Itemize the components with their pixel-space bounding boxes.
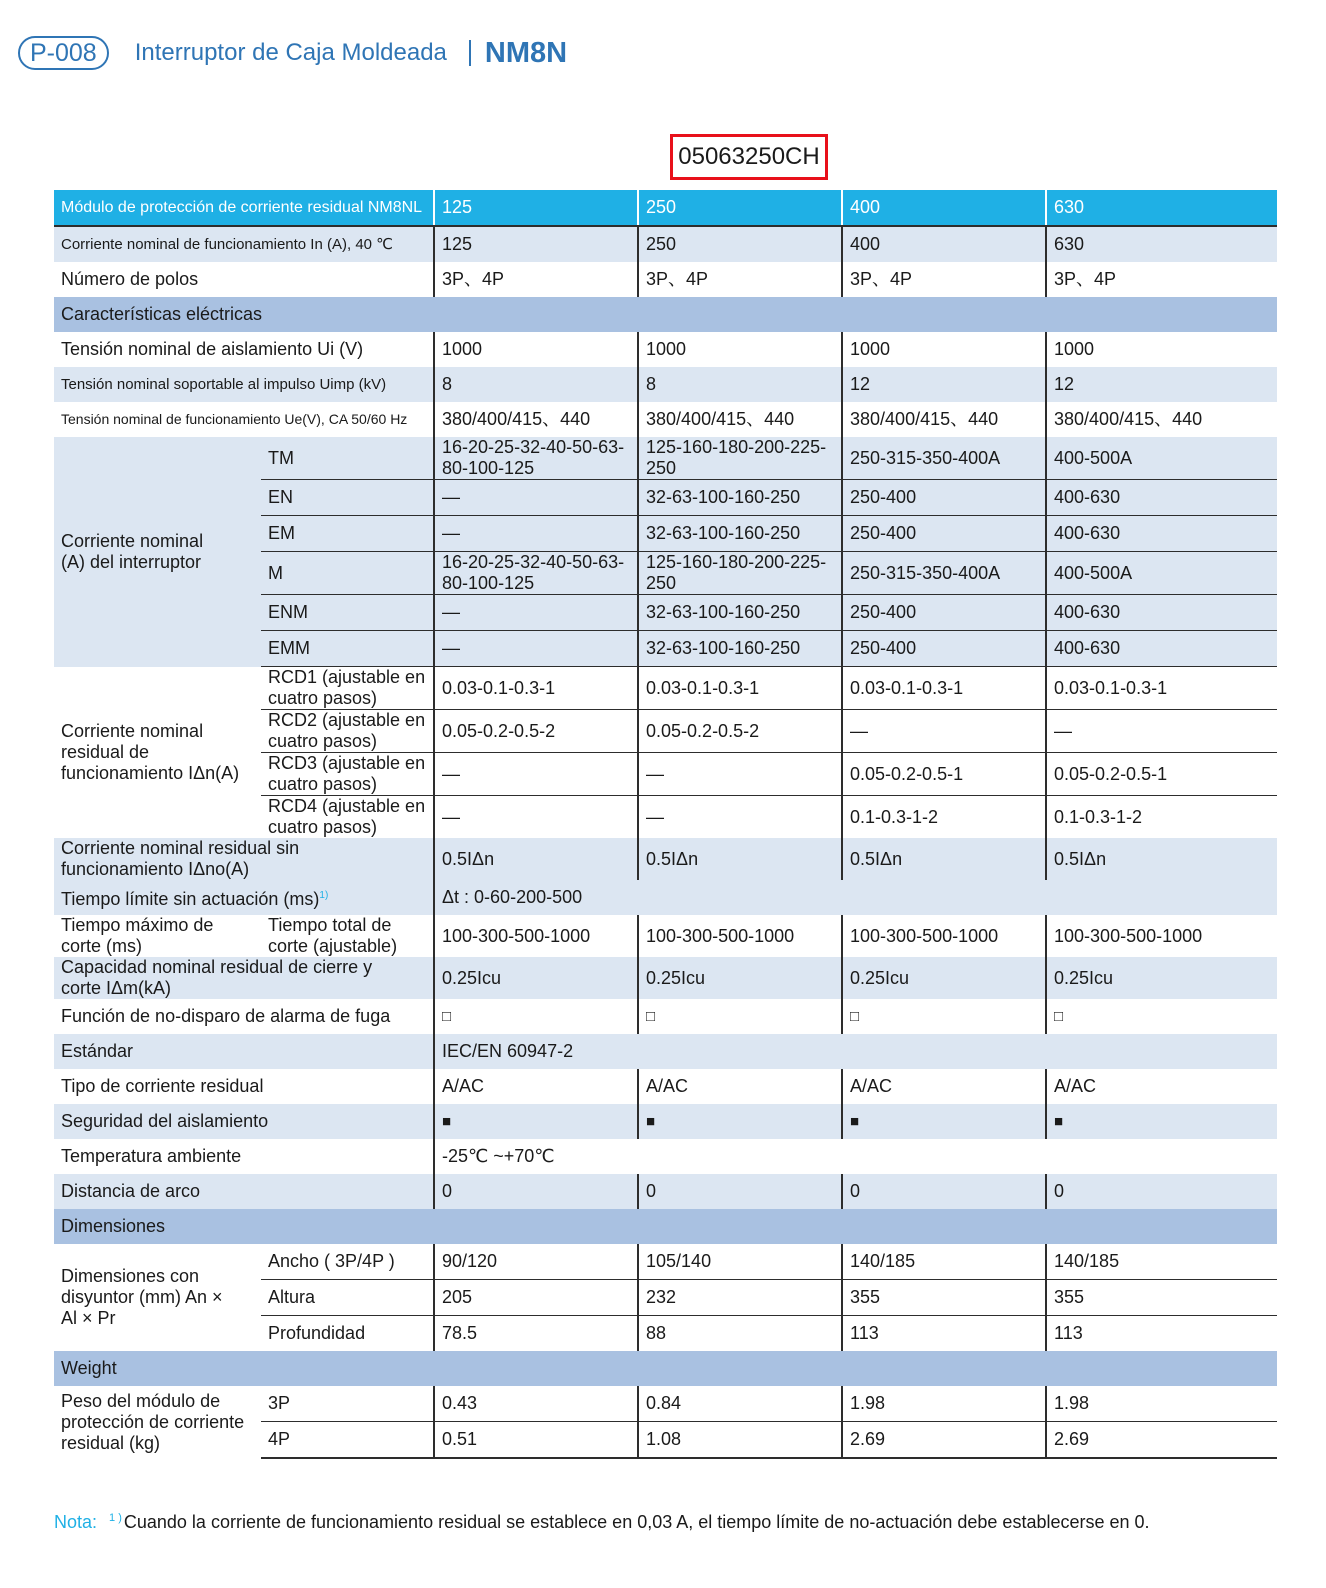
- table-row: [54, 999, 1277, 1034]
- table-cell: 400-500A: [1046, 552, 1277, 595]
- table-cell: 0.05-0.2-0.5-2: [434, 710, 638, 753]
- table-cell: 8: [434, 367, 638, 402]
- table-row: [54, 880, 1277, 915]
- sub-label: Profundidad: [268, 1323, 366, 1343]
- table-cell: 1.08: [638, 1422, 842, 1459]
- table-cell: 0.84: [638, 1386, 842, 1422]
- table-cell: 12: [842, 367, 1046, 402]
- sub-label: 3P: [261, 1386, 434, 1422]
- table-cell: 250-315-350-400A: [842, 552, 1046, 595]
- row-label: Seguridad del aislamiento: [54, 1104, 434, 1139]
- note-label: Nota:: [54, 1512, 98, 1532]
- table-cell: 0.05-0.2-0.5-2: [638, 710, 842, 753]
- table-cell: 0.03-0.1-0.3-1: [1046, 667, 1277, 710]
- table-cell: A/AC: [638, 1069, 842, 1104]
- sub-label: 4P: [261, 1422, 434, 1459]
- table-cell: 32-63-100-160-250: [638, 480, 842, 516]
- table-row: [54, 1104, 1277, 1139]
- row-label: Tiempo máximo de corte (ms): [61, 915, 214, 956]
- sub-label: RCD2 (ajustable en cuatro pasos): [261, 710, 434, 753]
- table-cell: 100-300-500-1000: [842, 915, 1046, 957]
- table-cell: 1000: [1046, 332, 1277, 367]
- table-cell: 32-63-100-160-250: [638, 595, 842, 631]
- sub-label: RCD4 (ajustable en cuatro pasos): [268, 796, 426, 837]
- sub-label: EM: [261, 516, 434, 552]
- checkbox-empty-icon: □: [434, 999, 638, 1034]
- row-label: Corriente nominal de funcionamiento In (A), 40 ℃: [54, 226, 434, 262]
- section-row: [54, 297, 1277, 332]
- filled-square-icon: ■: [434, 1104, 638, 1139]
- table-cell: 125-160-180-200-225-250: [638, 552, 842, 595]
- table-cell: 12: [1046, 367, 1277, 402]
- column-header: 400: [842, 190, 1046, 226]
- checkbox-empty-icon: □: [1046, 999, 1277, 1034]
- table-cell: 630: [1046, 226, 1277, 262]
- table-cell: 3P、4P: [1046, 262, 1277, 297]
- row-label: Número de polos: [61, 269, 199, 289]
- table-cell: 1000: [842, 332, 1046, 367]
- table-header-row: [54, 190, 1277, 226]
- table-cell: A/AC: [434, 1069, 638, 1104]
- filled-square-icon: ■: [638, 1104, 842, 1139]
- row-label: Capacidad nominal residual de cierre y corte IΔm(kA): [54, 957, 434, 999]
- table-cell: 8: [638, 367, 842, 402]
- table-cell: 105/140: [638, 1244, 842, 1280]
- spec-table: [54, 190, 1277, 1459]
- table-cell: 16-20-25-32-40-50-63-80-100-125: [434, 552, 638, 595]
- row-label: Corriente nominal residual sin funcionamiento IΔno(A): [54, 838, 434, 880]
- sub-label: M: [261, 552, 434, 595]
- page-title: Interruptor de Caja Moldeada: [134, 39, 447, 66]
- model-name: NM8N: [484, 36, 568, 69]
- table-cell: 205: [434, 1280, 638, 1316]
- table-cell: 0.51: [434, 1422, 638, 1459]
- sub-label: Altura: [261, 1280, 434, 1316]
- page-code-badge: P-008: [18, 36, 109, 70]
- table-cell: —: [434, 796, 638, 839]
- table-cell: —: [434, 631, 638, 667]
- table-cell: —: [434, 516, 638, 552]
- group-label: Corriente nominal residual de funcionamiento IΔn(A): [61, 720, 240, 783]
- table-row: [54, 332, 1277, 367]
- table-cell: 0.03-0.1-0.3-1: [842, 667, 1046, 710]
- table-row: [54, 226, 1277, 262]
- table-cell: 400: [842, 226, 1046, 262]
- note-text: Cuando la corriente de funcionamiento residual se establece en 0,03 A, el tiempo límite de no-actuación debe establecerse en 0.: [123, 1512, 1150, 1532]
- table-cell: —: [842, 710, 1046, 753]
- filled-square-icon: ■: [1046, 1104, 1277, 1139]
- table-row: [54, 1069, 1277, 1104]
- row-label: Estándar: [54, 1034, 434, 1069]
- table-cell: 32-63-100-160-250: [638, 516, 842, 552]
- table-cell: 0.5IΔn: [434, 838, 638, 880]
- table-row: [54, 262, 1277, 297]
- table-cell: 400-630: [1046, 516, 1277, 552]
- row-label: Tensión nominal de aislamiento Ui (V): [61, 339, 364, 359]
- filled-square-icon: ■: [842, 1104, 1046, 1139]
- footnote: [54, 1512, 1150, 1533]
- table-cell: 355: [1046, 1280, 1277, 1316]
- sub-label: Ancho ( 3P/4P ): [261, 1244, 434, 1280]
- section-row: [54, 1351, 1277, 1386]
- table-cell: 100-300-500-1000: [638, 915, 842, 957]
- table-cell: 250-400: [842, 595, 1046, 631]
- row-label: Módulo de protección de corriente residual NM8NL: [54, 190, 434, 226]
- table-cell: 250-400: [842, 516, 1046, 552]
- table-cell: 125-160-180-200-225-250: [638, 437, 842, 480]
- table-cell: 355: [842, 1280, 1046, 1316]
- table-cell: 140/185: [842, 1244, 1046, 1280]
- table-cell: 0.5IΔn: [842, 838, 1046, 880]
- table-cell: 16-20-25-32-40-50-63-80-100-125: [434, 437, 638, 480]
- table-cell: 0: [842, 1174, 1046, 1209]
- sub-label: EMM: [261, 631, 434, 667]
- table-cell: 0.1-0.3-1-2: [1046, 796, 1277, 839]
- sub-label: ENM: [261, 595, 434, 631]
- section-title: Weight: [54, 1351, 1277, 1386]
- sub-label: TM: [261, 437, 434, 480]
- table-row: [54, 402, 1277, 437]
- table-cell: —: [638, 753, 842, 796]
- table-cell: 113: [842, 1316, 1046, 1352]
- table-row: [54, 1244, 1277, 1280]
- table-cell: 1000: [638, 332, 842, 367]
- footnote-marker: 1 ): [109, 1512, 122, 1524]
- table-cell: 0.03-0.1-0.3-1: [434, 667, 638, 710]
- table-cell: 100-300-500-1000: [1046, 915, 1277, 957]
- table-cell: 32-63-100-160-250: [638, 631, 842, 667]
- group-label: Peso del módulo de protección de corriente residual (kg): [61, 1390, 245, 1453]
- checkbox-empty-icon: □: [638, 999, 842, 1034]
- row-label-text: Tiempo límite sin actuación (ms): [61, 889, 320, 909]
- table-cell: 2.69: [1046, 1422, 1277, 1459]
- table-cell: 0: [638, 1174, 842, 1209]
- table-cell: 0: [434, 1174, 638, 1209]
- table-row: [54, 367, 1277, 402]
- table-cell: 0.05-0.2-0.5-1: [1046, 753, 1277, 796]
- table-cell: -25℃ ~+70℃: [434, 1139, 1277, 1174]
- row-label: Temperatura ambiente: [61, 1146, 242, 1166]
- table-cell: 140/185: [1046, 1244, 1277, 1280]
- column-header: 630: [1046, 190, 1277, 226]
- table-cell: 0.25Icu: [638, 957, 842, 999]
- sub-label: EN: [261, 480, 434, 516]
- table-cell: 0.5IΔn: [1046, 838, 1277, 880]
- table-row: [54, 667, 1277, 710]
- table-cell: —: [434, 753, 638, 796]
- table-cell: 232: [638, 1280, 842, 1316]
- table-cell: 0.43: [434, 1386, 638, 1422]
- row-label: Tensión nominal soportable al impulso Uimp (kV): [54, 367, 434, 402]
- row-label: Tensión nominal de funcionamiento Ue(V), CA 50/60 Hz: [61, 411, 408, 427]
- page-header: [18, 36, 567, 70]
- group-label: Corriente nominal (A) del interruptor: [54, 437, 261, 667]
- row-label: Tipo de corriente residual: [61, 1076, 264, 1096]
- table-cell: IEC/EN 60947-2: [434, 1034, 1277, 1069]
- table-cell: 3P、4P: [842, 262, 1046, 297]
- title-divider: [469, 40, 471, 66]
- table-cell: 78.5: [434, 1316, 638, 1352]
- table-cell: 0.25Icu: [842, 957, 1046, 999]
- table-cell: 88: [638, 1316, 842, 1352]
- table-cell: 3P、4P: [638, 262, 842, 297]
- table-cell: A/AC: [1046, 1069, 1277, 1104]
- sub-label: RCD1 (ajustable en cuatro pasos): [261, 667, 434, 710]
- table-cell: 90/120: [434, 1244, 638, 1280]
- table-cell: 400-630: [1046, 595, 1277, 631]
- table-cell: 1000: [434, 332, 638, 367]
- table-cell: —: [434, 595, 638, 631]
- section-row: [54, 1209, 1277, 1244]
- table-cell: A/AC: [842, 1069, 1046, 1104]
- row-label: Función de no-disparo de alarma de fuga: [61, 1006, 391, 1026]
- table-cell: 380/400/415、440: [842, 402, 1046, 437]
- table-cell: 100-300-500-1000: [434, 915, 638, 957]
- table-cell: 0.25Icu: [434, 957, 638, 999]
- table-row: [54, 1174, 1277, 1209]
- table-cell: —: [434, 480, 638, 516]
- table-cell: 113: [1046, 1316, 1277, 1352]
- table-cell: 125: [434, 226, 638, 262]
- table-row: [54, 1034, 1277, 1069]
- sub-label: Tiempo total de corte (ajustable): [268, 915, 398, 956]
- table-cell: 380/400/415、440: [1046, 402, 1277, 437]
- column-header: 125: [434, 190, 638, 226]
- table-cell: 1.98: [1046, 1386, 1277, 1422]
- table-cell: 250-400: [842, 631, 1046, 667]
- table-row: [54, 1386, 1277, 1422]
- table-cell: —: [1046, 710, 1277, 753]
- table-row: [54, 1139, 1277, 1174]
- table-row: [54, 915, 1277, 957]
- group-label: Dimensiones con disyuntor (mm) An × Al × Pr: [61, 1266, 223, 1328]
- sub-label: RCD3 (ajustable en cuatro pasos): [261, 753, 434, 796]
- table-cell: 250: [638, 226, 842, 262]
- table-cell: 400-500A: [1046, 437, 1277, 480]
- table-cell: 3P、4P: [434, 262, 638, 297]
- table-row: [54, 838, 1277, 880]
- section-title: Dimensiones: [54, 1209, 1277, 1244]
- table-cell: 400-630: [1046, 631, 1277, 667]
- row-label: Distancia de arco: [54, 1174, 434, 1209]
- table-cell: 380/400/415、440: [434, 402, 638, 437]
- table-row: [54, 437, 1277, 480]
- row-label: [54, 880, 434, 915]
- table-cell: 1.98: [842, 1386, 1046, 1422]
- table-cell: 250-315-350-400A: [842, 437, 1046, 480]
- table-cell: 250-400: [842, 480, 1046, 516]
- table-row: [54, 957, 1277, 999]
- table-cell: 400-630: [1046, 480, 1277, 516]
- table-cell: 380/400/415、440: [638, 402, 842, 437]
- table-cell: 0.05-0.2-0.5-1: [842, 753, 1046, 796]
- footnote-marker: 1): [319, 890, 329, 901]
- column-header: 250: [638, 190, 842, 226]
- table-cell: 0.1-0.3-1-2: [842, 796, 1046, 839]
- table-cell: —: [638, 796, 842, 839]
- checkbox-empty-icon: □: [842, 999, 1046, 1034]
- table-cell: 0.5IΔn: [638, 838, 842, 880]
- table-cell: 0: [1046, 1174, 1277, 1209]
- table-cell: 0.03-0.1-0.3-1: [638, 667, 842, 710]
- table-cell: 2.69: [842, 1422, 1046, 1459]
- part-number-box: 05063250CH: [670, 134, 828, 180]
- table-cell: Δt : 0-60-200-500: [434, 880, 1277, 915]
- table-cell: 0.25Icu: [1046, 957, 1277, 999]
- section-title: Características eléctricas: [54, 297, 1277, 332]
